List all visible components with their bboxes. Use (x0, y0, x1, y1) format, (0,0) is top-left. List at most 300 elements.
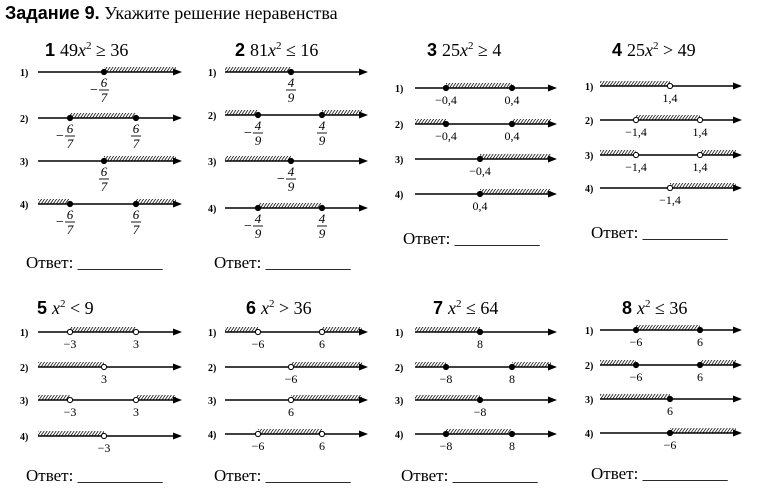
answer-field-7[interactable] (401, 466, 538, 486)
hatch-region (38, 362, 104, 367)
point-label: 6 (667, 404, 673, 418)
arrow-head (173, 201, 182, 208)
filled-point (477, 397, 482, 402)
problem-8 (585, 298, 742, 452)
arrow-head (733, 152, 742, 159)
fraction-numerator: 6 (100, 75, 108, 90)
problem-title: 4 $25x^2 > 49$ (612, 40, 696, 60)
filled-point (255, 112, 260, 117)
answer-field-3[interactable] (403, 229, 540, 249)
point-label: −6 (251, 337, 265, 351)
answer-field-2[interactable] (214, 253, 351, 273)
filled-point (477, 329, 482, 334)
option-2[interactable] (20, 113, 182, 151)
option-label: 3) (395, 155, 404, 166)
option-1[interactable] (585, 325, 742, 349)
hatch-region (136, 199, 176, 204)
minus-sign: − (56, 215, 64, 230)
hatch-region (512, 362, 551, 367)
answer-blank[interactable]: __________ (265, 253, 351, 272)
open-point (319, 431, 324, 436)
arrow-head (359, 69, 368, 76)
fraction-numerator: 4 (287, 164, 295, 179)
arrow-head (548, 431, 557, 438)
fraction-numerator: 6 (100, 164, 108, 179)
point-label: −8 (439, 439, 453, 453)
option-2[interactable] (20, 362, 182, 386)
fraction-denominator: 7 (66, 222, 74, 237)
point-label: −0,4 (435, 129, 457, 143)
open-point (67, 397, 72, 402)
answer-label: Ответ: (401, 466, 453, 485)
hatch-region (600, 150, 636, 155)
hatch-region (600, 360, 636, 365)
hatch-region (480, 154, 551, 159)
minus-sign: − (90, 83, 98, 98)
arrow-head (359, 431, 368, 438)
answer-field-1[interactable] (26, 253, 163, 273)
point-label: −6 (284, 372, 298, 386)
point-label: 0,4 (472, 199, 488, 213)
option-label: 2) (395, 363, 404, 374)
arrow-head (733, 327, 742, 334)
arrow-head (359, 158, 368, 165)
arrow-head (359, 329, 368, 336)
minus-sign: − (244, 126, 252, 141)
arrow-head (733, 430, 742, 437)
option-label: 1) (208, 328, 217, 339)
point-label: 8 (509, 372, 515, 386)
option-label: 4) (585, 429, 594, 440)
filled-point (509, 85, 514, 90)
arrow-head (173, 397, 182, 404)
arrow-head (173, 329, 182, 336)
hatch-region (291, 362, 362, 367)
problem-title: 2 $81x^2 \le 16$ (235, 40, 319, 60)
fraction-numerator: 6 (66, 207, 74, 222)
fraction-numerator: 6 (132, 207, 140, 222)
arrow-head (173, 433, 182, 440)
answer-blank[interactable]: __________ (454, 229, 540, 248)
open-point (101, 433, 106, 438)
fraction-denominator: 9 (287, 90, 295, 105)
hatch-region (225, 110, 258, 115)
minus-sign: − (244, 219, 252, 234)
fraction-numerator: 4 (287, 75, 295, 90)
problem-title: 7 $x^2 \le 64$ (433, 298, 499, 318)
answer-blank[interactable]: __________ (265, 466, 351, 485)
arrow-head (173, 115, 182, 122)
open-point (133, 329, 138, 334)
point-label: 6 (319, 439, 325, 453)
option-3[interactable] (395, 154, 557, 178)
point-label (244, 211, 263, 241)
point-label (244, 118, 263, 148)
fraction-denominator: 9 (254, 133, 262, 148)
arrow-head (173, 364, 182, 371)
hatch-region (70, 113, 136, 118)
hatch-region (258, 203, 322, 208)
open-point (633, 152, 638, 157)
arrow-head (733, 185, 742, 192)
answer-field-5[interactable] (26, 466, 163, 486)
point-label: 3 (133, 405, 139, 419)
filled-point (509, 364, 514, 369)
point-label: 6 (697, 370, 703, 384)
hatch-region (636, 115, 700, 120)
open-point (697, 152, 702, 157)
option-label: 4) (585, 184, 594, 195)
task-text: Укажите решение неравенства (104, 3, 338, 23)
point-label (317, 211, 327, 241)
option-3[interactable] (20, 156, 182, 194)
hatch-region (38, 199, 70, 204)
option-2[interactable] (395, 119, 557, 143)
option-label: 1) (585, 82, 594, 93)
arrow-head (733, 117, 742, 124)
hatch-region (225, 156, 291, 161)
answer-label: Ответ: (26, 466, 78, 485)
option-label: 1) (395, 84, 404, 95)
option-4[interactable] (208, 429, 368, 453)
arrow-head (173, 158, 182, 165)
hatch-region (600, 81, 670, 86)
option-2[interactable] (395, 362, 557, 386)
arrow-head (733, 362, 742, 369)
arrow-head (548, 191, 557, 198)
point-label: −8 (439, 372, 453, 386)
point-label: −0,4 (469, 164, 491, 178)
option-1[interactable] (395, 327, 557, 351)
option-label: 3) (208, 157, 217, 168)
option-2[interactable] (208, 110, 368, 148)
filled-point (477, 191, 482, 196)
option-4[interactable] (208, 203, 368, 241)
filled-point (67, 115, 72, 120)
open-point (288, 364, 293, 369)
option-1[interactable] (208, 67, 368, 105)
problem-title: 5 $x^2 < 9$ (37, 298, 94, 318)
arrow-head (548, 329, 557, 336)
filled-point (697, 327, 702, 332)
hatch-region (104, 156, 176, 161)
filled-point (255, 205, 260, 210)
filled-point (443, 121, 448, 126)
option-2[interactable] (208, 362, 368, 386)
open-point (319, 329, 324, 334)
point-label (56, 121, 75, 151)
point-label: −1,4 (625, 125, 647, 139)
answer-blank[interactable]: __________ (642, 464, 728, 483)
option-2[interactable] (585, 115, 742, 139)
filled-point (697, 362, 702, 367)
hatch-region (415, 395, 480, 400)
hatch-region (225, 327, 258, 332)
option-1[interactable] (20, 67, 182, 105)
fraction-denominator: 9 (318, 226, 326, 241)
filled-point (509, 431, 514, 436)
fraction-numerator: 4 (254, 211, 262, 226)
open-point (633, 117, 638, 122)
arrow-head (733, 396, 742, 403)
problem-title: 6 $x^2 > 36$ (246, 298, 312, 318)
point-label: −6 (663, 438, 677, 452)
open-point (101, 364, 106, 369)
option-4[interactable] (395, 189, 557, 213)
hatch-region (104, 67, 176, 72)
answer-label: Ответ: (591, 464, 643, 483)
fraction-numerator: 4 (318, 118, 326, 133)
minus-sign: − (277, 172, 285, 187)
hatch-region (636, 325, 700, 330)
point-label: −0,4 (435, 93, 457, 107)
problem-1 (20, 40, 182, 237)
hatch-region (415, 362, 446, 367)
hatch-region (291, 395, 362, 400)
point-label: −3 (63, 405, 77, 419)
problem-6 (208, 298, 368, 453)
problem-title: 1 $49x^2 \ge 36$ (45, 40, 129, 60)
problem-title: 8 $x^2 \le 36$ (622, 298, 688, 318)
hatch-region (38, 431, 104, 436)
arrow-head (548, 156, 557, 163)
filled-point (101, 69, 106, 74)
answer-label: Ответ: (214, 466, 266, 485)
answer-blank[interactable]: __________ (642, 223, 728, 242)
hatch-region (512, 119, 551, 124)
option-label: 1) (20, 328, 29, 339)
point-label: −8 (473, 405, 487, 419)
answer-label: Ответ: (26, 253, 78, 272)
point-label: 8 (477, 337, 483, 351)
option-label: 2) (20, 114, 29, 125)
hatch-region (322, 110, 362, 115)
option-2[interactable] (585, 360, 742, 384)
point-label: 8 (509, 439, 515, 453)
option-label: 4) (395, 430, 404, 441)
point-label: −6 (629, 335, 643, 349)
filled-point (67, 201, 72, 206)
option-3[interactable] (20, 395, 182, 419)
filled-point (319, 205, 324, 210)
hatch-region (600, 394, 670, 399)
answer-label: Ответ: (591, 223, 643, 242)
fraction-denominator: 7 (100, 90, 108, 105)
filled-point (667, 430, 672, 435)
point-label: 6 (288, 405, 294, 419)
fraction-numerator: 4 (318, 211, 326, 226)
filled-point (443, 85, 448, 90)
filled-point (319, 112, 324, 117)
open-point (667, 185, 672, 190)
point-label: −1,4 (625, 160, 647, 174)
option-1[interactable] (395, 83, 557, 107)
hatch-region (415, 327, 480, 332)
task-label: Задание 9. (5, 3, 100, 23)
option-1[interactable] (208, 327, 368, 351)
arrow-head (359, 364, 368, 371)
point-label: 1,4 (692, 160, 708, 174)
point-label (56, 207, 75, 237)
fraction-denominator: 7 (132, 222, 140, 237)
filled-point (133, 115, 138, 120)
point-label (286, 75, 296, 105)
hatch-region (700, 360, 736, 365)
option-3[interactable] (585, 150, 742, 174)
open-point (67, 329, 72, 334)
hatch-region (258, 429, 322, 434)
point-label: −1,4 (659, 193, 681, 207)
arrow-head (548, 85, 557, 92)
arrow-head (359, 112, 368, 119)
answer-blank[interactable]: __________ (452, 466, 538, 485)
filled-point (133, 201, 138, 206)
point-label: −6 (629, 370, 643, 384)
option-1[interactable] (585, 81, 742, 105)
problem-title: 3 $25x^2 \ge 4$ (427, 40, 502, 60)
hatch-region (446, 429, 512, 434)
option-label: 2) (208, 363, 217, 374)
option-label: 1) (20, 68, 29, 79)
option-label: 3) (20, 396, 29, 407)
option-label: 4) (395, 190, 404, 201)
arrow-head (359, 397, 368, 404)
filled-point (633, 327, 638, 332)
filled-point (443, 364, 448, 369)
option-label: 1) (585, 326, 594, 337)
fraction-numerator: 6 (66, 121, 74, 136)
fraction-denominator: 7 (66, 136, 74, 151)
open-point (255, 431, 260, 436)
option-4[interactable] (585, 183, 742, 207)
open-point (288, 397, 293, 402)
open-point (133, 397, 138, 402)
option-3[interactable] (395, 395, 557, 419)
arrow-head (548, 121, 557, 128)
hatch-region (136, 395, 176, 400)
option-label: 3) (208, 396, 217, 407)
point-label (131, 121, 141, 151)
option-label: 3) (20, 157, 29, 168)
hatch-region (446, 83, 512, 88)
option-4[interactable] (585, 428, 742, 452)
option-label: 4) (208, 430, 217, 441)
hatch-region (670, 183, 736, 188)
option-label: 2) (208, 111, 217, 122)
option-4[interactable] (395, 429, 557, 453)
fraction-denominator: 9 (254, 226, 262, 241)
arrow-head (733, 83, 742, 90)
hatch-region (38, 395, 70, 400)
point-label: 0,4 (504, 93, 520, 107)
point-label: 1,4 (692, 125, 708, 139)
option-label: 1) (208, 68, 217, 79)
arrow-head (548, 364, 557, 371)
filled-point (509, 121, 514, 126)
point-label: 1,4 (662, 91, 678, 105)
option-3[interactable] (208, 395, 368, 419)
filled-point (101, 158, 106, 163)
hatch-region (670, 428, 736, 433)
filled-point (443, 431, 448, 436)
open-point (255, 329, 260, 334)
arrow-head (173, 69, 182, 76)
point-label: −6 (251, 439, 265, 453)
hatch-region (225, 67, 291, 72)
answer-blank[interactable]: __________ (77, 253, 163, 272)
point-label (131, 207, 141, 237)
problem-3 (395, 40, 557, 213)
option-1[interactable] (20, 327, 182, 351)
point-label: 3 (101, 372, 107, 386)
problems-layer (20, 40, 742, 455)
option-label: 3) (585, 151, 594, 162)
option-4[interactable] (20, 431, 182, 455)
option-label: 4) (208, 204, 217, 215)
answer-field-6[interactable] (214, 466, 351, 486)
answer-field-4[interactable] (591, 223, 728, 243)
hatch-region (700, 150, 736, 155)
option-label: 3) (585, 395, 594, 406)
open-point (667, 83, 672, 88)
point-label: 3 (133, 337, 139, 351)
point-label: 6 (319, 337, 325, 351)
answer-label: Ответ: (214, 253, 266, 272)
fraction-denominator: 9 (318, 133, 326, 148)
point-label: −3 (97, 441, 111, 455)
point-label (99, 164, 109, 194)
problem-7 (395, 298, 557, 453)
problem-4 (585, 40, 742, 207)
fraction-denominator: 7 (100, 179, 108, 194)
hatch-region (70, 327, 136, 332)
answer-field-8[interactable] (591, 464, 728, 484)
fraction-denominator: 7 (132, 136, 140, 151)
fraction-denominator: 9 (287, 179, 295, 194)
minus-sign: − (56, 129, 64, 144)
hatch-region (480, 189, 551, 194)
answer-blank[interactable]: __________ (77, 466, 163, 485)
point-label (317, 118, 327, 148)
hatch-region (415, 119, 446, 124)
fraction-numerator: 4 (254, 118, 262, 133)
option-label: 4) (20, 432, 29, 443)
arrow-head (548, 397, 557, 404)
option-3[interactable] (208, 156, 368, 194)
answer-label: Ответ: (403, 229, 455, 248)
filled-point (288, 69, 293, 74)
option-4[interactable] (20, 199, 182, 237)
filled-point (477, 156, 482, 161)
point-label: −3 (63, 337, 77, 351)
filled-point (667, 396, 672, 401)
option-3[interactable] (585, 394, 742, 418)
option-label: 2) (585, 361, 594, 372)
option-label: 2) (20, 363, 29, 374)
point-label (277, 164, 296, 194)
filled-point (633, 362, 638, 367)
hatch-region (322, 327, 362, 332)
option-label: 2) (585, 116, 594, 127)
point-label: 0,4 (504, 129, 520, 143)
problem-5 (20, 298, 182, 455)
point-label (90, 75, 109, 105)
option-label: 3) (395, 396, 404, 407)
filled-point (288, 158, 293, 163)
open-point (697, 117, 702, 122)
option-label: 1) (395, 328, 404, 339)
problem-2 (208, 40, 368, 241)
